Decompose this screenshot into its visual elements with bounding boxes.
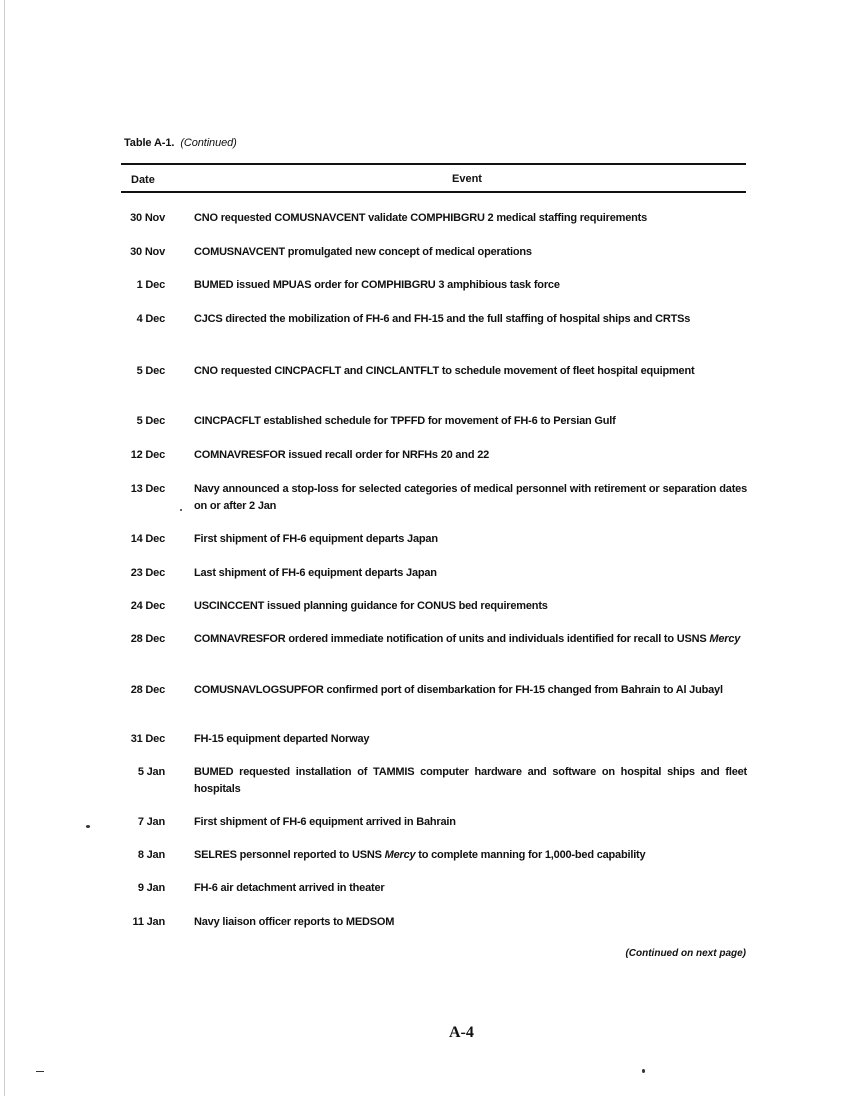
ship-name: Mercy [384, 849, 416, 861]
row-date: 7 Jan [137, 816, 165, 828]
row-event: BUMED requested installation of TAMMIS computer hardware and software on hospital ships and fleet hospitals [194, 766, 747, 795]
row-event: Navy liaison officer reports to MEDSOM [194, 916, 395, 928]
row-date: 9 Jan [137, 882, 165, 894]
row-event: Navy announced a stop-loss for selected categories of medical personnel with retirement or separation dates on or after 2 Jan [194, 483, 747, 512]
row-event-text: SELRES personnel reported to USNS [194, 849, 385, 861]
scan-speck [86, 825, 90, 828]
row-event-text: COMNAVRESFOR ordered immediate notification of units and individuals identified for recall to USNS [194, 633, 710, 645]
row-date: 12 Dec [130, 449, 165, 461]
row-event: CNO requested COMUSNAVCENT validate COMPHIBGRU 2 medical staffing requirements [194, 212, 648, 224]
row-event [194, 631, 747, 648]
row-date: 5 Jan [137, 766, 165, 778]
row-date: 28 Dec [130, 684, 165, 696]
row-event: CJCS directed the mobilization of FH-6 and FH-15 and the full staffing of hospital ships and CRTSs [194, 313, 691, 325]
row-date: 8 Jan [137, 849, 165, 861]
row-event: USCINCCENT issued planning guidance for CONUS bed requirements [194, 600, 548, 612]
row-date: 13 Dec [130, 483, 165, 495]
ship-name: Mercy [709, 633, 741, 645]
row-event: Last shipment of FH-6 equipment departs Japan [194, 567, 437, 579]
row-date: 30 Nov [130, 212, 165, 224]
row-event: First shipment of FH-6 equipment departs Japan [194, 533, 438, 545]
table-top-rule [121, 163, 746, 165]
row-event: FH-6 air detachment arrived in theater [194, 882, 385, 894]
row-event: First shipment of FH-6 equipment arrived in Bahrain [194, 816, 456, 828]
row-date: 24 Dec [130, 600, 165, 612]
scan-edge-line [4, 0, 5, 1096]
row-date: 11 Jan [132, 916, 165, 928]
table-header-rule [121, 191, 746, 193]
row-date: 1 Dec [136, 279, 165, 291]
continued-note: (Continued on next page) [625, 948, 746, 959]
row-event: FH-15 equipment departed Norway [194, 733, 370, 745]
row-event: COMUSNAVLOGSUPFOR confirmed port of disembarkation for FH-15 changed from Bahrain to Al Jubayl [194, 684, 723, 696]
table-title [124, 137, 237, 149]
row-date: 30 Nov [130, 246, 165, 258]
row-date: 28 Dec [130, 633, 165, 645]
scan-speck [642, 1069, 645, 1073]
row-event: COMUSNAVCENT promulgated new concept of medical operations [194, 246, 532, 258]
row-event: CINCPACFLT established schedule for TPFFD for movement of FH-6 to Persian Gulf [194, 415, 616, 427]
column-header-date: Date [131, 174, 155, 186]
scan-speck [36, 1071, 44, 1072]
table-title-label: Table A-1. [124, 137, 175, 149]
row-date: 4 Dec [136, 313, 165, 325]
row-event: CNO requested CINCPACFLT and CINCLANTFLT to schedule movement of fleet hospital equipment [194, 365, 695, 377]
row-event [194, 847, 747, 864]
table-title-continued: (Continued) [180, 137, 237, 149]
row-event-text: to complete manning for 1,000-bed capability [415, 849, 646, 861]
scan-speck [180, 509, 182, 511]
row-event: BUMED issued MPUAS order for COMPHIBGRU 3 amphibious task force [194, 279, 560, 291]
row-date: 23 Dec [130, 567, 165, 579]
page-number: A-4 [449, 1024, 474, 1041]
row-event: COMNAVRESFOR issued recall order for NRFHs 20 and 22 [194, 449, 490, 461]
row-date: 5 Dec [136, 365, 165, 377]
column-header-event: Event [452, 173, 482, 185]
row-date: 31 Dec [130, 733, 165, 745]
row-date: 5 Dec [136, 415, 165, 427]
row-date: 14 Dec [130, 533, 165, 545]
